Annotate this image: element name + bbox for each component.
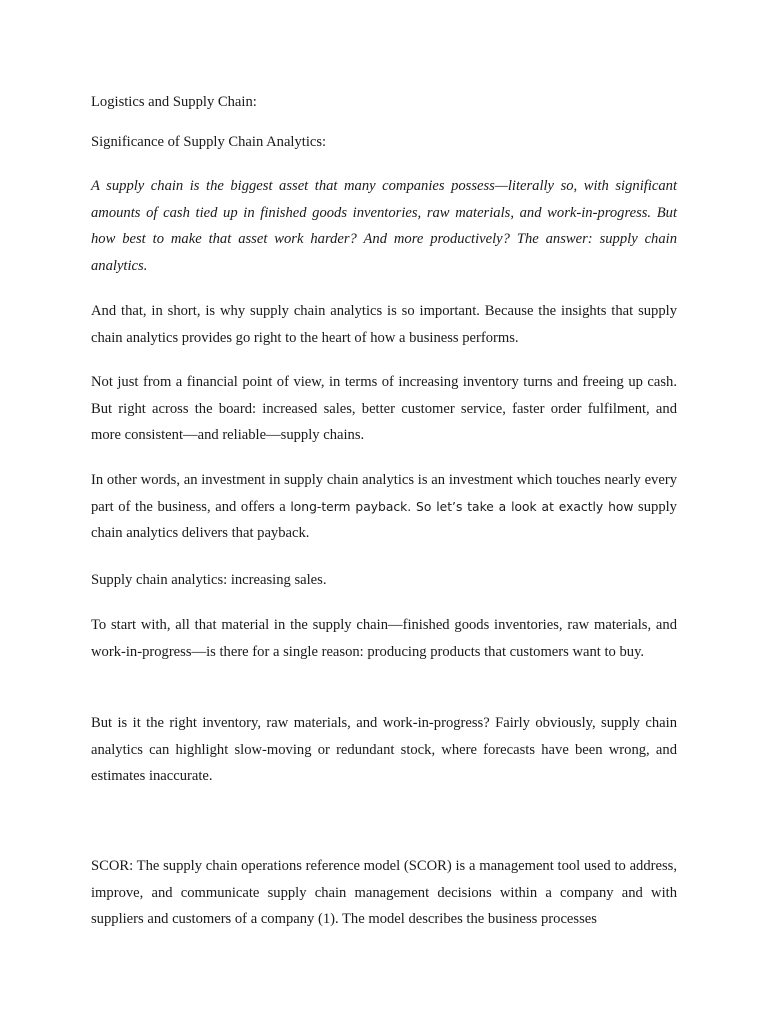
paragraph-inventory: But is it the right inventory, raw materials, and work-in-progress? Fairly obviously, supply chain analytics can highlight slow-moving or redundant stock, where forecasts have been wrong, and estimates inaccurate. [91,715,677,784]
section-heading: Significance of Supply Chain Analytics: [91,134,327,150]
subheading-increasing-sales: Supply chain analytics: increasing sales. [91,572,327,588]
paragraph-investment-part1: In other words, an investment in supply chain analytics is an investment which touches nearly every part of the business, and offers a [91,472,677,515]
paragraph-investment-part2: long-term payback. So let’s take a look at exactly how [290,499,634,514]
paragraph-financial: Not just from a financial point of view, in terms of increasing inventory turns and freeing up cash. But right across the board: increased sales, better customer service, faster order fulfilment, and more consistent—and reliable—supply chains. [91,374,677,443]
quote-paragraph: A supply chain is the biggest asset that many companies possess—literally so, with significant amounts of cash tied up in finished goods inventories, raw materials, and work-in-progress. But how best to make that asset work harder? And more productively? The answer: supply chain analytics. [91,178,677,274]
paragraph-importance: And that, in short, is why supply chain analytics is so important. Because the insights that supply chain analytics provides go right to the heart of how a business performs. [91,303,677,346]
paragraph-investment [91,467,677,547]
paragraph-investment-part3: supply chain analytics delivers that payback. [91,498,677,541]
document-title: Logistics and Supply Chain: [91,94,257,110]
paragraph-material: To start with, all that material in the supply chain—finished goods inventories, raw materials, and work-in-progress—is there for a single reason: producing products that customers want to buy. [91,617,677,660]
paragraph-scor: SCOR: The supply chain operations reference model (SCOR) is a management tool used to address, improve, and communicate supply chain management decisions within a company and with suppliers and customers of a company (1). The model describes the business processes [91,858,677,927]
